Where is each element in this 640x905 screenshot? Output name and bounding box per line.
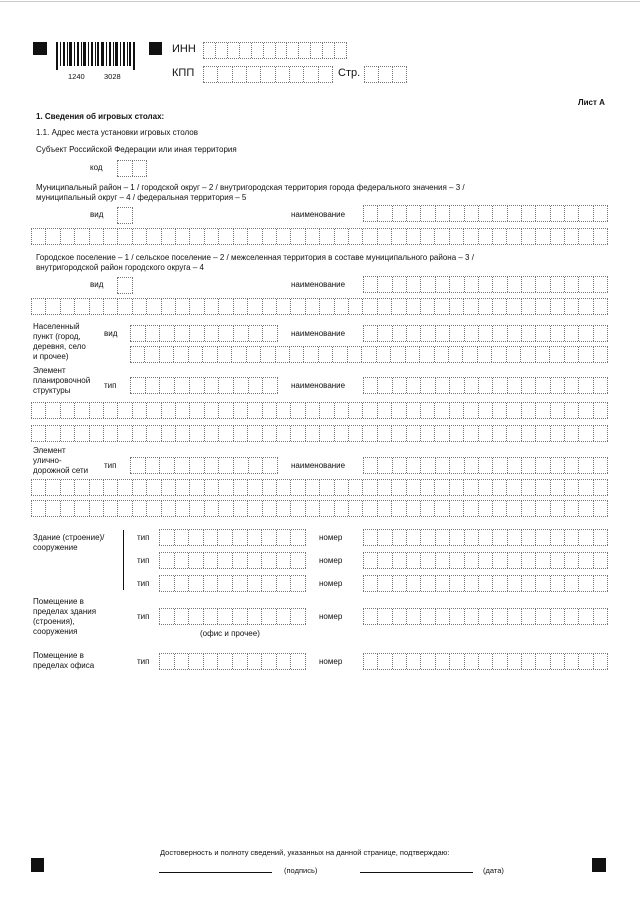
premises-type-label: тип — [137, 612, 150, 621]
road-type-input[interactable] — [130, 457, 278, 474]
building-type-label-3: тип — [137, 579, 150, 588]
office-premises-type-input[interactable] — [159, 653, 306, 670]
section-title: 1. Сведения об игровых столах: — [36, 112, 165, 121]
locality-kind-label: вид — [104, 329, 118, 338]
office-premises-number-input[interactable] — [363, 653, 608, 670]
municipal-name-input-1[interactable] — [363, 205, 608, 222]
premises-number-label: номер — [319, 612, 343, 621]
settlement-text-line1: Городское поселение – 1 / сельское поселение – 2 / межселенная территория в составе муниципального района – 3 / — [36, 253, 474, 262]
settlement-text-line2: внутригородской район городского округа – 4 — [36, 263, 204, 272]
road-name-label: наименование — [291, 461, 346, 470]
inn-input[interactable] — [203, 42, 347, 59]
signature-line[interactable] — [159, 872, 272, 873]
planning-name-label: наименование — [291, 381, 346, 390]
office-premises-label-2: пределах офиса — [33, 661, 95, 670]
settlement-name-label: наименование — [291, 280, 346, 289]
locality-kind-input[interactable] — [130, 325, 278, 342]
kpp-input[interactable] — [203, 66, 333, 83]
planning-name-input-1[interactable] — [363, 377, 608, 394]
signature-label: (подпись) — [284, 866, 318, 875]
building-number-label-2: номер — [319, 556, 343, 565]
building-type-input-3[interactable] — [159, 575, 306, 592]
subject-label: Субъект Российской Федерации или иная территория — [36, 145, 237, 154]
planning-type-label: тип — [104, 381, 117, 390]
settlement-name-input-1[interactable] — [363, 276, 608, 293]
settlement-kind-label: вид — [90, 280, 104, 289]
office-premises-number-label: номер — [319, 657, 343, 666]
premises-label-4: сооружения — [33, 627, 78, 636]
planning-name-input-2[interactable] — [31, 402, 608, 419]
building-number-input-2[interactable] — [363, 552, 608, 569]
building-number-label-1: номер — [319, 533, 343, 542]
barcode-number-right: 3028 — [104, 72, 121, 81]
page-label: Стр. — [338, 67, 361, 79]
locality-label-2: пункт (город, — [33, 332, 81, 341]
planning-label-3: структуры — [33, 386, 71, 395]
planning-name-input-3[interactable] — [31, 425, 608, 442]
date-line[interactable] — [360, 872, 473, 873]
municipal-kind-input[interactable] — [117, 207, 133, 224]
road-type-label: тип — [104, 461, 117, 470]
date-label: (дата) — [483, 866, 504, 875]
premises-office-note: (офис и прочее) — [200, 629, 260, 638]
section-subtitle: 1.1. Адрес места установки игровых столов — [36, 128, 198, 137]
building-label-1: Здание (строение)/ — [33, 533, 105, 542]
planning-label-2: планировочной — [33, 376, 91, 385]
page-number-input[interactable] — [364, 66, 407, 83]
premises-label-1: Помещение в — [33, 597, 84, 606]
road-name-input-2[interactable] — [31, 479, 608, 496]
locality-label-3: деревня, село — [33, 342, 86, 351]
barcode-number-left: 1240 — [68, 72, 85, 81]
building-number-label-3: номер — [319, 579, 343, 588]
road-name-input-1[interactable] — [363, 457, 608, 474]
building-type-label-2: тип — [137, 556, 150, 565]
building-number-input-3[interactable] — [363, 575, 608, 592]
municipal-name-label: наименование — [291, 210, 346, 219]
corner-marker-bottom-right — [592, 858, 606, 872]
premises-label-3: (строения), — [33, 617, 75, 626]
municipal-kind-label: вид — [90, 210, 104, 219]
subject-code-label: код — [90, 163, 103, 172]
municipal-text-line1: Муниципальный район – 1 / городской округ – 2 / внутригородская территория города федерального значения – 3 / — [36, 183, 465, 192]
subject-code-input[interactable] — [117, 160, 147, 177]
corner-marker-bottom-left — [31, 858, 44, 872]
settlement-kind-input[interactable] — [117, 277, 133, 294]
building-type-label-1: тип — [137, 533, 150, 542]
building-label-2: сооружение — [33, 543, 78, 552]
office-premises-type-label: тип — [137, 657, 150, 666]
locality-name-input-2[interactable] — [130, 346, 608, 363]
municipal-text-line2: муниципальный округ – 4 / федеральная территория – 5 — [36, 193, 247, 202]
premises-type-input[interactable] — [159, 608, 306, 625]
premises-label-2: пределах здания — [33, 607, 97, 616]
locality-name-input-1[interactable] — [363, 325, 608, 342]
building-type-input-2[interactable] — [159, 552, 306, 569]
road-label-1: Элемент — [33, 446, 66, 455]
municipal-name-input-2[interactable] — [31, 228, 608, 245]
corner-marker-top-mid — [149, 42, 162, 55]
locality-label-1: Населенный — [33, 322, 80, 331]
inn-label: ИНН — [172, 43, 196, 55]
planning-label-1: Элемент — [33, 366, 66, 375]
corner-marker-top-left — [33, 42, 47, 55]
road-label-2: улично- — [33, 456, 62, 465]
settlement-name-input-2[interactable] — [31, 298, 608, 315]
planning-type-input[interactable] — [130, 377, 278, 394]
sheet-label: Лист А — [578, 98, 605, 107]
barcode-image — [56, 42, 136, 70]
building-type-input-1[interactable] — [159, 529, 306, 546]
premises-number-input[interactable] — [363, 608, 608, 625]
office-premises-label-1: Помещение в — [33, 651, 84, 660]
road-name-input-3[interactable] — [31, 500, 608, 517]
locality-name-label: наименование — [291, 329, 346, 338]
building-bracket — [123, 530, 124, 590]
locality-label-4: и прочее) — [33, 352, 69, 361]
top-rule — [0, 1, 640, 2]
confirm-text: Достоверность и полноту сведений, указанных на данной странице, подтверждаю: — [160, 848, 450, 857]
building-number-input-1[interactable] — [363, 529, 608, 546]
road-label-3: дорожной сети — [33, 466, 89, 475]
kpp-label: КПП — [172, 67, 195, 79]
